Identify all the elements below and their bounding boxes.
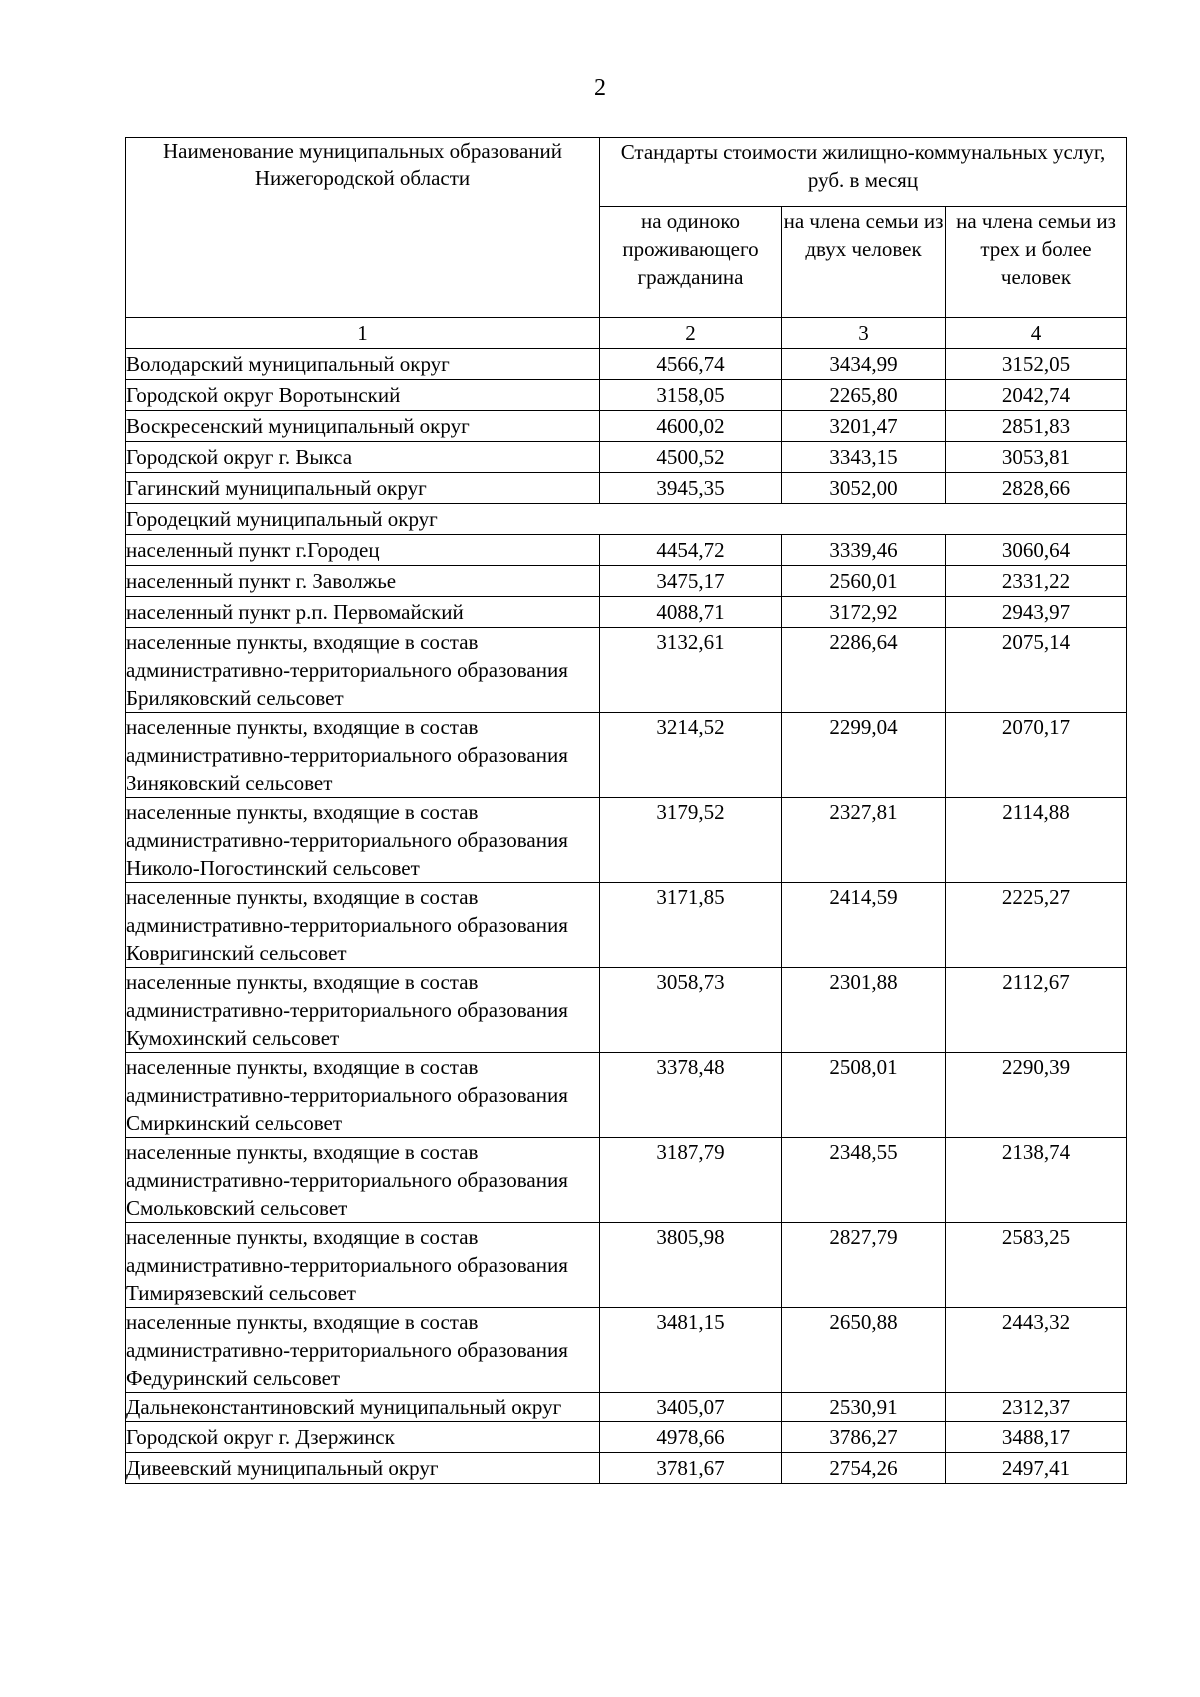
municipality-name: населенные пункты, входящие в состав административно-территориального образования Зиняковский сельсовет [126,713,600,798]
cost-single: 3187,79 [600,1138,782,1223]
cost-family-three-plus: 3060,64 [946,535,1127,566]
cost-family-three-plus: 2331,22 [946,566,1127,597]
cost-family-two: 3434,99 [782,349,946,380]
table-row [126,1308,1127,1393]
municipality-name: населенные пункты, входящие в состав административно-территориального образования Николо-Погостинский сельсовет [126,798,600,883]
column-number: 3 [782,318,946,349]
cost-family-three-plus: 2042,74 [946,380,1127,411]
table-row [126,566,1127,597]
header-cost-standards: Стандарты стоимости жилищно-коммунальных услуг, руб. в месяц [600,138,1127,207]
cost-family-two: 2327,81 [782,798,946,883]
municipality-name: Городской округ г. Дзержинск [126,1422,600,1453]
cost-family-two: 2650,88 [782,1308,946,1393]
municipality-group-name: Городецкий муниципальный округ [126,504,1127,535]
header-municipality-name: Наименование муниципальных образований Нижегородской области [126,138,600,318]
municipality-name: населенный пункт р.п. Первомайский [126,597,600,628]
cost-family-two: 3339,46 [782,535,946,566]
cost-single: 4600,02 [600,411,782,442]
column-number: 2 [600,318,782,349]
municipality-name: Дальнеконстантиновский муниципальный округ [126,1393,600,1422]
table-row [126,883,1127,968]
cost-single: 3214,52 [600,713,782,798]
table-row [126,411,1127,442]
cost-family-three-plus: 2225,27 [946,883,1127,968]
column-number: 4 [946,318,1127,349]
cost-single: 4566,74 [600,349,782,380]
cost-family-three-plus: 2138,74 [946,1138,1127,1223]
cost-family-two: 2301,88 [782,968,946,1053]
table-row [126,628,1127,713]
cost-single: 3058,73 [600,968,782,1053]
page-number: 2 [594,75,606,101]
table-row [126,968,1127,1053]
cost-single: 3781,67 [600,1453,782,1484]
cost-single: 3132,61 [600,628,782,713]
municipality-name: населенные пункты, входящие в состав административно-территориального образования Ковригинский сельсовет [126,883,600,968]
table-row [126,1053,1127,1138]
table-row [126,1422,1127,1453]
cost-family-two: 2560,01 [782,566,946,597]
table-row [126,713,1127,798]
cost-family-two: 2265,80 [782,380,946,411]
cost-family-two: 3052,00 [782,473,946,504]
table-row [126,1138,1127,1223]
cost-family-three-plus: 2851,83 [946,411,1127,442]
cost-family-two: 3343,15 [782,442,946,473]
cost-single: 4088,71 [600,597,782,628]
cost-single: 3481,15 [600,1308,782,1393]
cost-single: 3945,35 [600,473,782,504]
cost-single: 3378,48 [600,1053,782,1138]
table-row [126,380,1127,411]
table-row [126,473,1127,504]
table-row [126,1223,1127,1308]
cost-family-two: 2508,01 [782,1053,946,1138]
cost-family-two: 3786,27 [782,1422,946,1453]
cost-family-three-plus: 2497,41 [946,1453,1127,1484]
cost-family-two: 2299,04 [782,713,946,798]
cost-family-two: 3201,47 [782,411,946,442]
municipality-name: населенные пункты, входящие в состав административно-территориального образования Смиркинский сельсовет [126,1053,600,1138]
table-row [126,535,1127,566]
table-row [126,1453,1127,1484]
municipality-name: Городской округ г. Выкса [126,442,600,473]
header-single-citizen: на одиноко проживающего гражданина [600,207,782,318]
housing-cost-standards-table [125,137,1127,1484]
cost-family-three-plus: 3053,81 [946,442,1127,473]
cost-family-three-plus: 2112,67 [946,968,1127,1053]
column-number: 1 [126,318,600,349]
cost-single: 3475,17 [600,566,782,597]
municipality-name: населенные пункты, входящие в состав административно-территориального образования Кумохинский сельсовет [126,968,600,1053]
cost-family-three-plus: 2583,25 [946,1223,1127,1308]
cost-family-two: 2414,59 [782,883,946,968]
cost-family-three-plus: 2943,97 [946,597,1127,628]
table-row [126,442,1127,473]
table-row-group-heading [126,504,1127,535]
cost-single: 4978,66 [600,1422,782,1453]
cost-single: 4454,72 [600,535,782,566]
municipality-name: Дивеевский муниципальный округ [126,1453,600,1484]
cost-single: 3179,52 [600,798,782,883]
table-row [126,349,1127,380]
cost-family-three-plus: 2443,32 [946,1308,1127,1393]
cost-family-three-plus: 3152,05 [946,349,1127,380]
cost-family-three-plus: 2312,37 [946,1393,1127,1422]
cost-family-three-plus: 3488,17 [946,1422,1127,1453]
cost-family-three-plus: 2070,17 [946,713,1127,798]
municipality-name: населенные пункты, входящие в состав административно-территориального образования Тимирязевский сельсовет [126,1223,600,1308]
municipality-name: Гагинский муниципальный округ [126,473,600,504]
cost-family-three-plus: 2828,66 [946,473,1127,504]
cost-single: 3171,85 [600,883,782,968]
municipality-name: населенные пункты, входящие в состав административно-территориального образования Федуринский сельсовет [126,1308,600,1393]
cost-family-two: 2754,26 [782,1453,946,1484]
cost-family-two: 2286,64 [782,628,946,713]
table-row [126,1393,1127,1422]
header-family-of-three-plus: на члена семьи из трех и более человек [946,207,1127,318]
municipality-name: населенные пункты, входящие в состав административно-территориального образования Бриляковский сельсовет [126,628,600,713]
cost-family-two: 2827,79 [782,1223,946,1308]
cost-family-three-plus: 2290,39 [946,1053,1127,1138]
municipality-name: населенный пункт г.Городец [126,535,600,566]
municipality-name: населенные пункты, входящие в состав административно-территориального образования Смольковский сельсовет [126,1138,600,1223]
table-row [126,597,1127,628]
municipality-name: Городской округ Воротынский [126,380,600,411]
cost-single: 4500,52 [600,442,782,473]
cost-family-two: 3172,92 [782,597,946,628]
cost-family-three-plus: 2114,88 [946,798,1127,883]
table-row [126,798,1127,883]
cost-single: 3405,07 [600,1393,782,1422]
cost-single: 3805,98 [600,1223,782,1308]
header-family-of-two: на члена семьи из двух человек [782,207,946,318]
cost-family-two: 2348,55 [782,1138,946,1223]
municipality-name: Воскресенский муниципальный округ [126,411,600,442]
municipality-name: Володарский муниципальный округ [126,349,600,380]
cost-single: 3158,05 [600,380,782,411]
cost-family-three-plus: 2075,14 [946,628,1127,713]
cost-family-two: 2530,91 [782,1393,946,1422]
municipality-name: населенный пункт г. Заволжье [126,566,600,597]
